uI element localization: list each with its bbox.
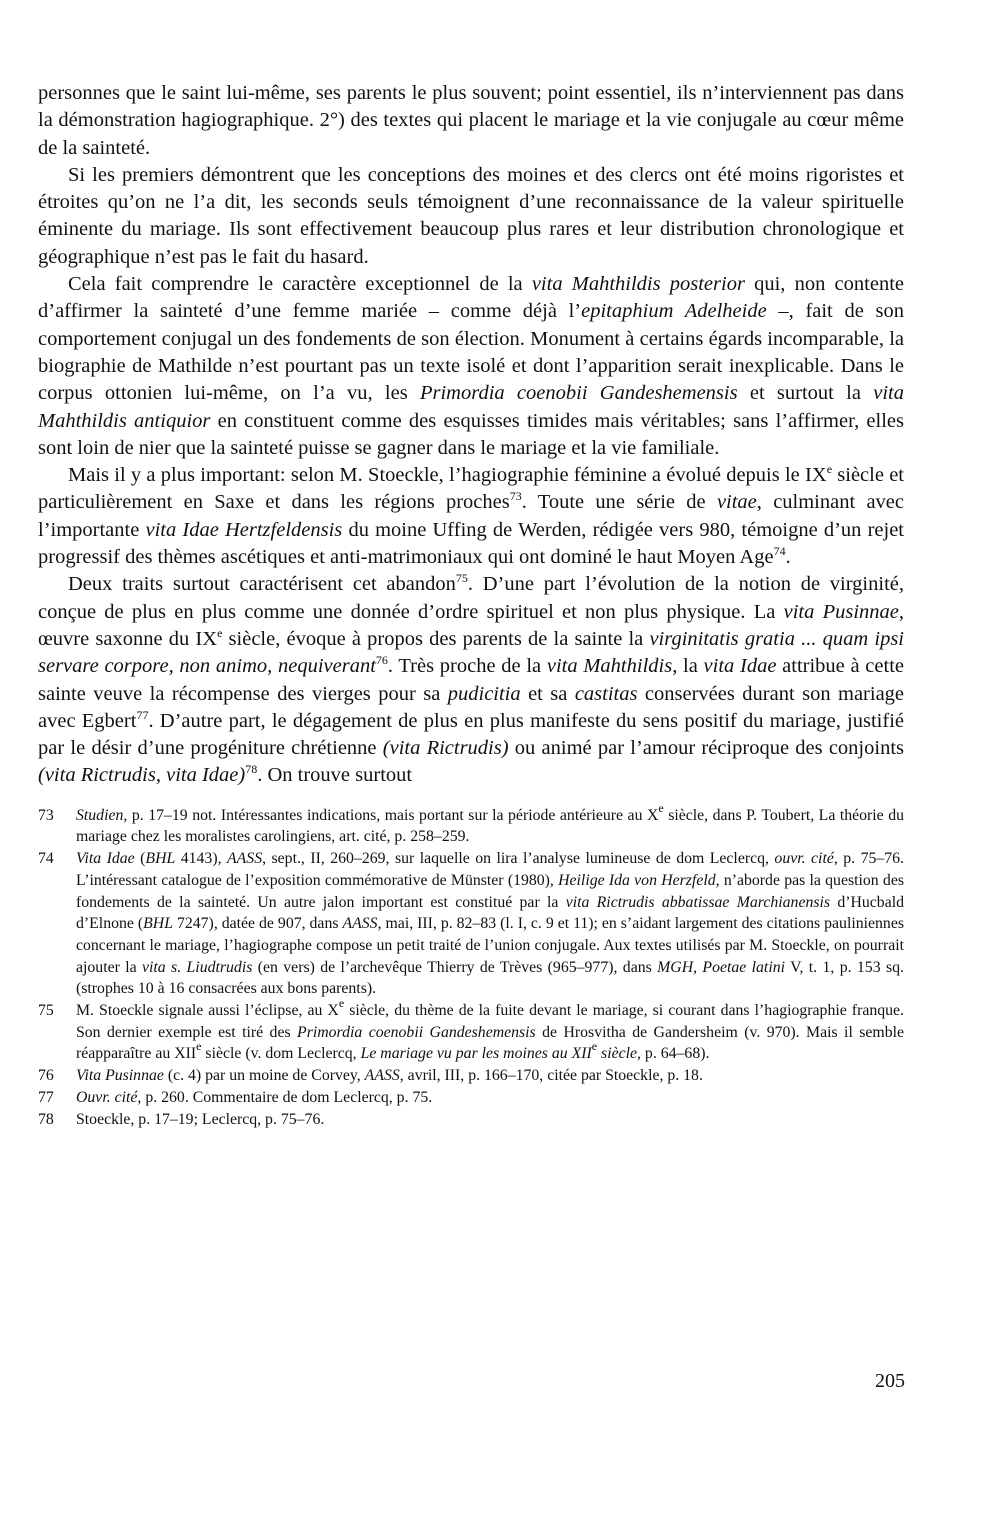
footnote-ref-77[interactable]: 77 (136, 707, 149, 722)
italic-title: vita s. Liudtrudis (142, 958, 253, 976)
paragraph-0 (38, 80, 904, 162)
text-run: . (785, 546, 791, 569)
footnote-number: 78 (38, 1110, 54, 1128)
italic-title: epitaphium Adelheide (581, 300, 767, 323)
text-run: Si les premiers démontrent que les conceptions des moines et des clercs ont été moins rigoristes et étroites qu’on ne l’a dit, les seconds seuls témoignent d’une reconnaissance de la valeur spirituelle éminente du mariage. Ils sont effectivement beaucoup plus rares et leur distribution chronologique et géographique n’est pas le fait du hasard. (38, 163, 904, 268)
footnote-text (76, 1087, 904, 1109)
text-run: . Très proche de la (387, 655, 547, 678)
text-run: , n’aborde pas la question des fondements de la sainteté. Un autre jalon important est constitué par la (76, 871, 904, 911)
footnote-78 (38, 1109, 904, 1131)
italic-title: Ouvr. cité (76, 1088, 138, 1106)
text-run: , p. 17–19 not. Intéressantes indications, mais portant sur la période antérieure au X (123, 806, 659, 824)
text-run: ou animé par l’amour réciproque des conjoints (508, 737, 904, 760)
footnote-75 (38, 996, 905, 1065)
text-run: Stoeckle, p. 17–19; Leclercq, p. 75–76. (76, 1110, 325, 1128)
footnote-ref-78[interactable]: 78 (245, 762, 258, 777)
footnote-ref-75[interactable]: 75 (455, 571, 468, 586)
superscript: e (217, 625, 223, 640)
italic-title: vitae (716, 491, 757, 514)
footnote-number: 74 (38, 850, 54, 868)
italic-title: BHL (145, 850, 176, 868)
italic-title: (vita Rictrudis, vita Idae) (38, 764, 246, 787)
text-run: , avril, III, p. 166–170, citée par Stoeckle, p. 18. (399, 1067, 703, 1085)
italic-term: castitas (574, 682, 638, 705)
text-run: 7247), datée de 907, dans (172, 915, 343, 933)
text-run: (c. 4) par un moine de Corvey, (163, 1067, 365, 1085)
footnote-77 (38, 1087, 904, 1109)
text-run: de Hrosvitha de Gandersheim (v. 970). Mais il semble réapparaître au XII (76, 1023, 905, 1063)
text-run: , p. 64–68). (637, 1045, 710, 1063)
text-run: , la (672, 655, 704, 678)
superscript: e (591, 1039, 598, 1054)
text-run: siècle, dans P. Toubert, La théorie du mariage chez les moralistes carolingiens, art. cité, p. 258–259. (76, 806, 905, 846)
footnote-74 (38, 848, 904, 1000)
italic-title: AASS (227, 850, 263, 868)
italic-title: Heilige Ida von Herzfeld (558, 871, 716, 889)
footnote-text (76, 1109, 904, 1131)
text-run: ( (134, 850, 146, 868)
italic-title: vita Rictrudis abbatissae Marchianensis (565, 893, 831, 911)
footnote-ref-76[interactable]: 76 (375, 653, 388, 668)
italic-title: AASS (364, 1067, 400, 1085)
text-run: du moine Uffing de Werden, rédigée vers 980, témoigne d’un rejet progressif des thèmes ascétiques et anti-matrimoniaux qui ont dominé le haut Moyen Age (38, 518, 904, 569)
footnote-76 (38, 1065, 904, 1087)
text-run: Mais il y a plus important: selon M. Stoeckle, l’hagiographie féminine a évolué depuis le IX (68, 464, 827, 487)
italic-title: Primordia coenobii Gandeshemensis (419, 382, 738, 405)
italic-title: siècle (597, 1045, 638, 1063)
text-run: siècle, du thème de la fuite devant le mariage, si courant dans l’hagiographie franque. Son dernier exemple est tiré des (76, 1002, 904, 1041)
footnote-ref-73[interactable]: 73 (509, 489, 522, 504)
text-run: en constituent comme des esquisses timides mais véritables; sans l’affirmer, elles sont loin de nier que la sainteté puisse se gagner dans le mariage et la vie familiale. (38, 409, 904, 459)
superscript: e (826, 462, 833, 477)
italic-term: pudicitia (447, 682, 521, 705)
italic-title: Vita Idae (76, 850, 135, 868)
text-run: . D’autre part, le dégagement de plus en plus manifeste du sens positif du mariage, justifié par le désir d’une progéniture chrétienne (38, 709, 904, 760)
italic-title: vita Pusinnae (783, 600, 899, 623)
text-run: siècle et particulièrement en Saxe et dans les régions proches (38, 464, 904, 514)
footnote-73 (38, 800, 905, 848)
footnote-ref-74[interactable]: 74 (773, 544, 786, 559)
paragraph-4 (38, 571, 904, 789)
paragraph-2 (38, 271, 904, 462)
footnote-text (76, 848, 904, 1000)
text-run: . On trouve surtout (257, 764, 413, 787)
text-run: , œuvre saxonne du IX (38, 600, 904, 650)
text-run: . D’une part l’évolution de la notion de virginité, conçue de plus en plus comme une donnée d’ordre spirituel et non plus physique. La (38, 573, 904, 623)
italic-title: MGH, Poetae latini (657, 958, 785, 976)
page-number: 205 (875, 1370, 905, 1392)
text-run: V, t. 1, p. 153 sq. (strophes 10 à 16 consacrées aux bons parents). (76, 958, 904, 998)
footnote-number: 76 (38, 1067, 54, 1085)
footnote-number: 73 (38, 806, 54, 824)
text-run: et sa (520, 682, 575, 705)
superscript: e (658, 800, 664, 815)
text-run: , p. 260. Commentaire de dom Leclercq, p. 75. (137, 1088, 433, 1106)
page (38, 80, 904, 1500)
body-text (38, 80, 904, 790)
text-run: , mai, III, p. 82–83 (l. I, c. 9 et 11); en s’aidant largement des citations pauliniennes concernant le mariage, l’hagiographe compose un petit traité de l’union conjugale. Aux textes utilisés par M. Stoeckle, on pourrait ajouter la (76, 915, 904, 976)
italic-title: AASS (342, 915, 378, 933)
italic-title: vita Mahthildis posterior (531, 273, 745, 296)
italic-title: Primordia coenobii Gandeshemensis (297, 1023, 536, 1041)
footnotes (38, 800, 905, 1131)
text-run: et surtout la (737, 382, 874, 405)
text-run: attribue à cette sainte veuve la récompense des vierges pour sa (38, 655, 904, 705)
text-run: , culminant avec l’importante (38, 491, 904, 541)
text-run: conservées durant son mariage avec Egbert (38, 682, 905, 732)
superscript: e (196, 1039, 202, 1054)
text-run: Cela fait comprendre le caractère exceptionnel de la (68, 273, 532, 296)
text-run: siècle, évoque à propos des parents de la sainte la (222, 627, 650, 650)
italic-title: ouvr. cité (774, 850, 834, 868)
footnote-text (76, 1065, 904, 1087)
italic-title: vita Mahthildis antiquior (38, 382, 904, 432)
text-run: 4143), (175, 850, 227, 868)
text-run: siècle (v. dom Leclercq, (201, 1045, 361, 1063)
latin-quote: virginitatis gratia ... quam ipsi servare corpore, non animo, nequiverant (38, 627, 905, 678)
text-run: qui, non contente d’affirmer la sainteté d’une femme mariée – comme déjà l’ (38, 273, 904, 323)
text-run: personnes que le saint lui-même, ses parents le plus souvent; point essentiel, ils n’interviennent pas dans la démonstration hagiographique. 2°) des textes qui placent le mariage et la vie conjugale au cœur même de la sainteté. (38, 82, 904, 159)
text-run: d’Hucbald d’Elnone ( (76, 893, 905, 933)
text-run: M. Stoeckle signale aussi l’éclipse, au X (76, 1002, 339, 1020)
footnote-text (76, 800, 905, 848)
text-run: , sept., II, 260–269, sur laquelle on lira l’analyse lumineuse de dom Leclercq, (262, 850, 775, 868)
italic-title: BHL (143, 915, 173, 933)
text-run: Deux traits surtout caractérisent cet abandon (68, 573, 456, 596)
superscript: e (338, 996, 345, 1011)
text-run: (en vers) de l’archevêque Thierry de Trèves (965–977), dans (252, 958, 658, 976)
text-run: , p. 75–76. L’intéressant catalogue de l’exposition commémorative de Münster (1980), (76, 850, 905, 889)
paragraph-1 (38, 162, 904, 271)
text-run: . Toute une série de (521, 491, 717, 514)
text-run: –, fait de son comportement conjugal un des fondements de son élection. Monument à certains égards incomparable, la biographie de Mathilde n’est pourtant pas un texte isolé et dont l’apparition serait inexplicable. Dans le corpus ottonien lui-même, on l’a vu, les (38, 300, 904, 405)
italic-title: vita Idae (703, 655, 777, 678)
italic-title: vita Idae Hertzfeldensis (145, 518, 343, 541)
footnote-number: 75 (38, 1002, 54, 1020)
footnote-text (76, 996, 905, 1065)
italic-title: vita Mahthildis (546, 655, 673, 678)
italic-title: Le mariage vu par les moines au XII (360, 1045, 592, 1063)
italic-title: (vita Rictrudis) (382, 737, 509, 760)
italic-title: Vita Pusinnae (76, 1067, 164, 1085)
paragraph-3 (38, 462, 904, 571)
italic-title: Studien (76, 806, 124, 824)
footnote-number: 77 (38, 1088, 54, 1106)
